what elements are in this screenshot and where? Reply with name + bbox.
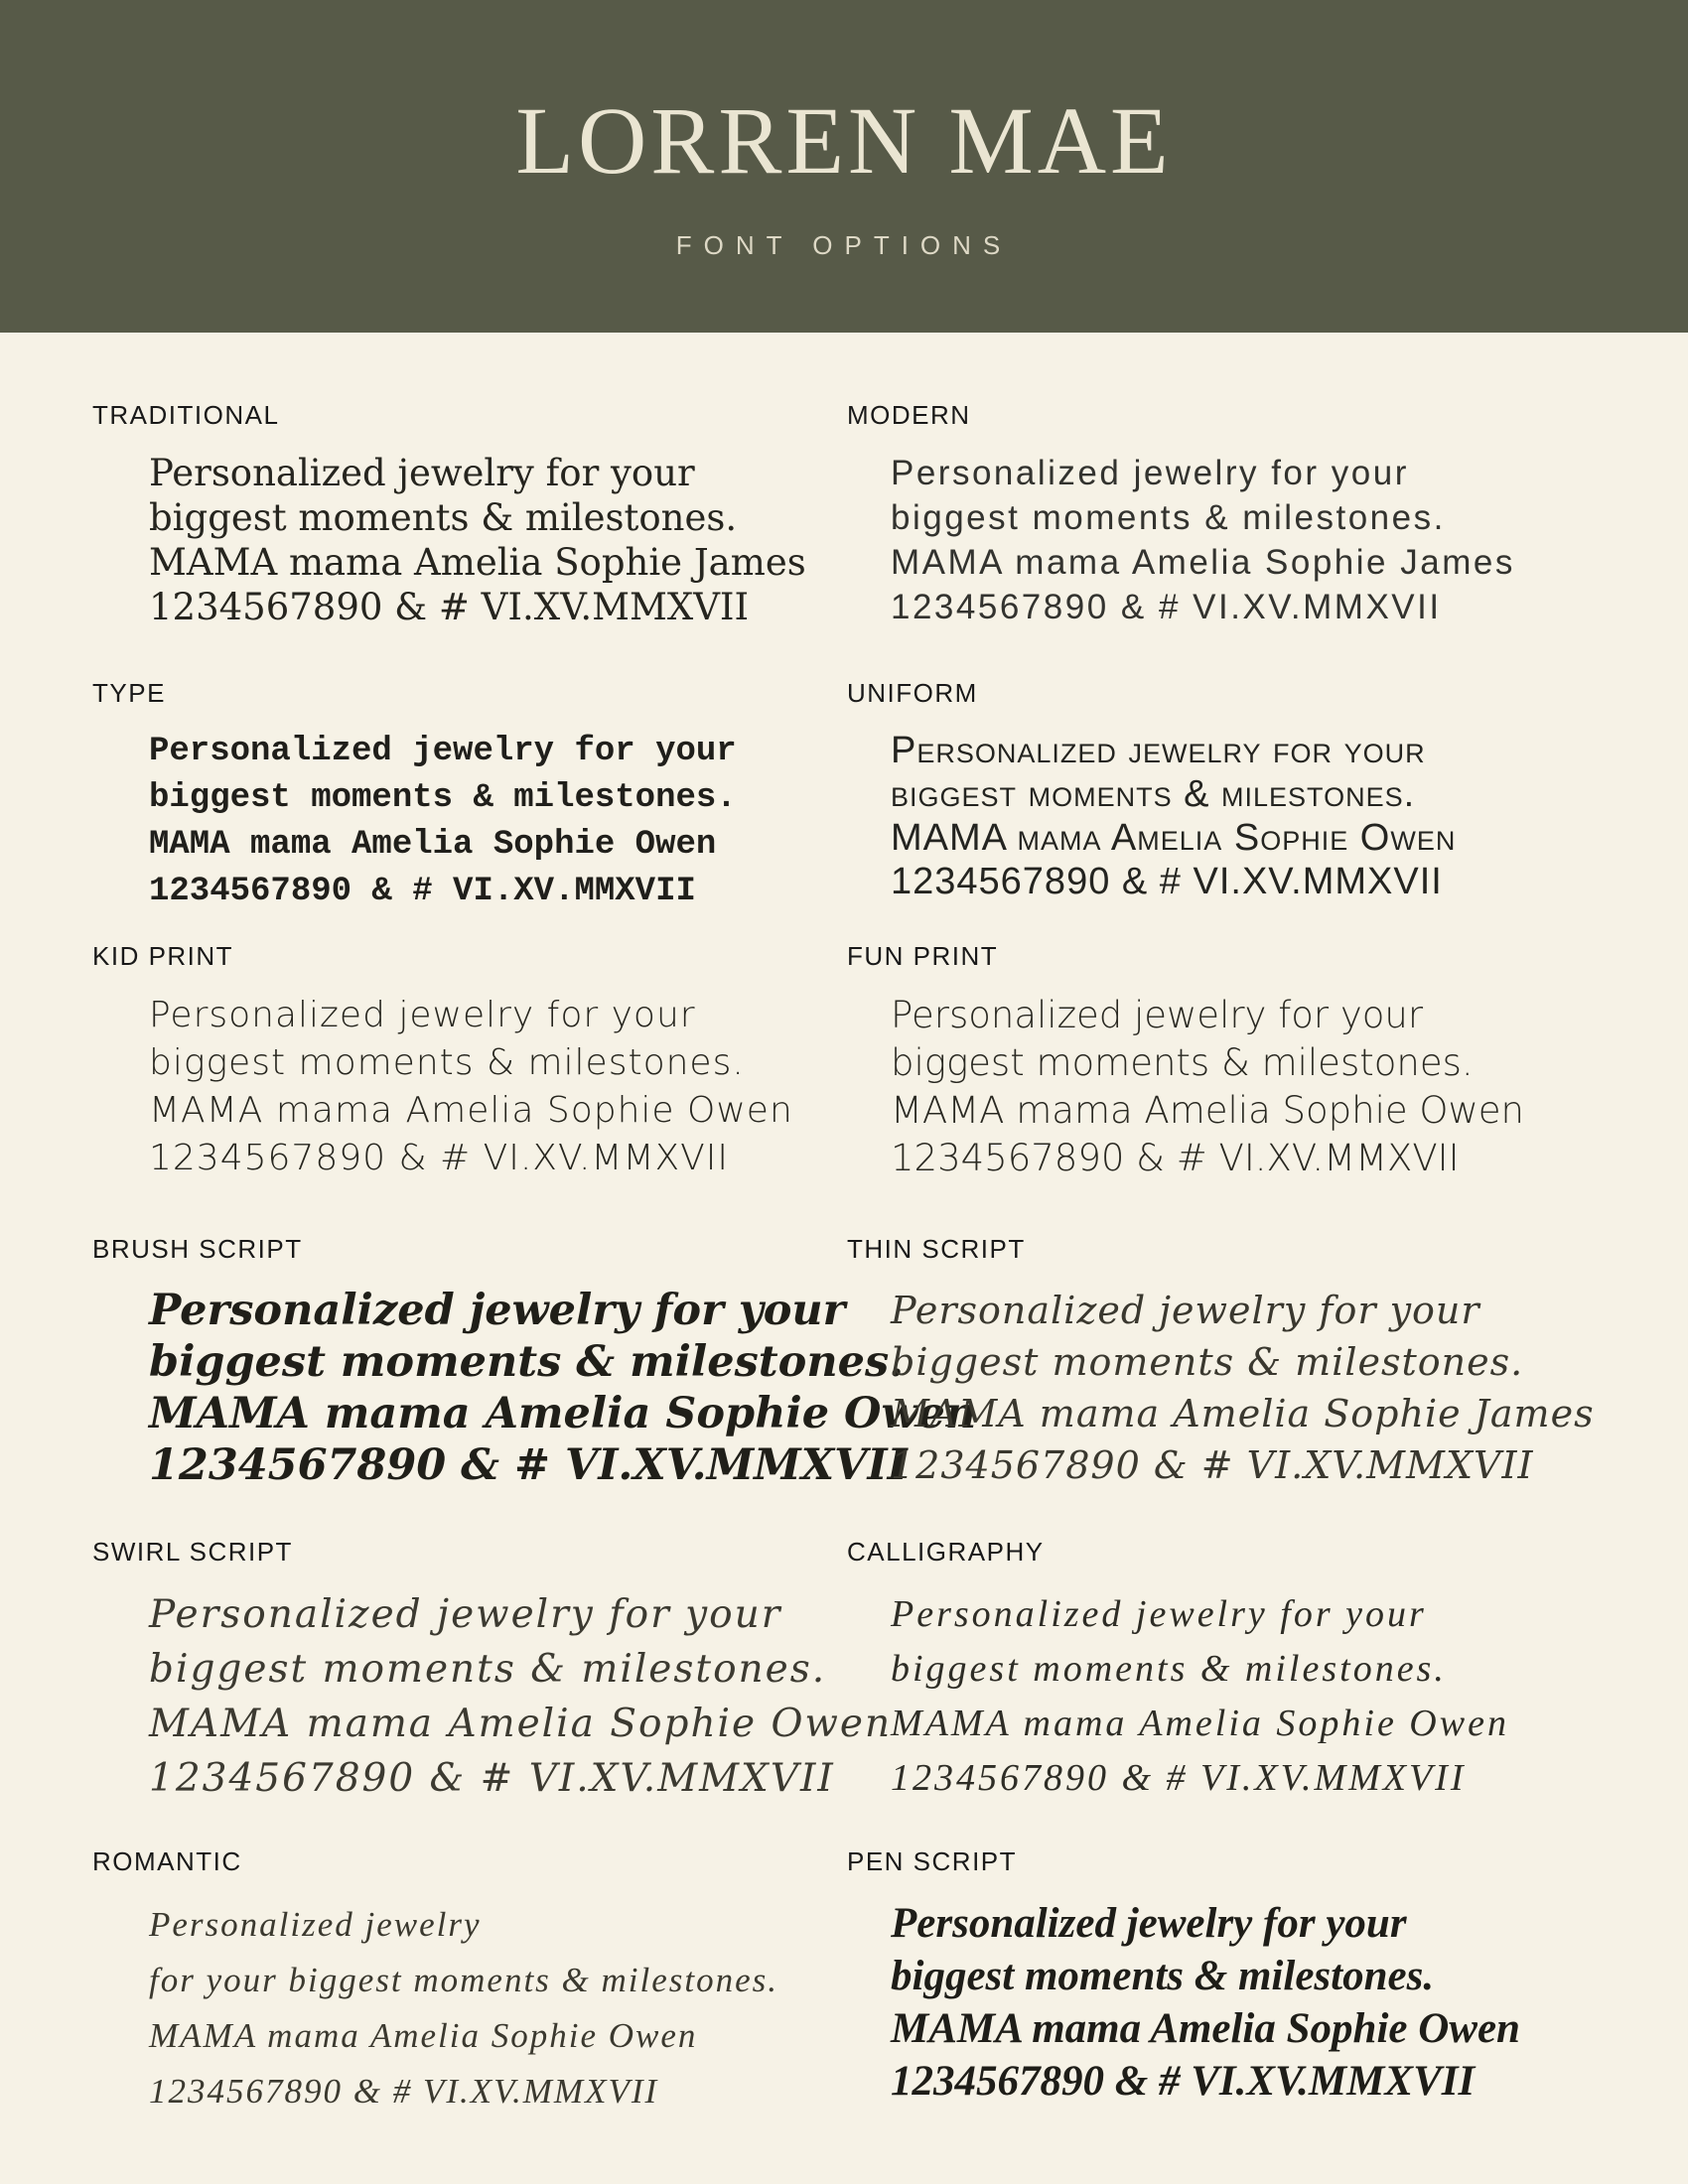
font-label: CALLIGRAPHY <box>847 1537 1045 1567</box>
sample-line: 1234567890 & # VI.XV.MMXVII <box>149 586 750 628</box>
brand-title: LORREN MAE <box>515 86 1173 194</box>
font-section-swirl-script <box>92 1537 893 1846</box>
font-label: THIN SCRIPT <box>847 1234 1026 1264</box>
sample-line: biggest moments & milestones. <box>891 1648 1447 1690</box>
sample-line: biggest moments & milestones. <box>149 1647 827 1692</box>
sample-line: MAMA mama Amelia Sophie Owen <box>891 2005 1520 2052</box>
sample-line: MAMA mama Amelia Sophie James <box>891 1392 1595 1435</box>
sample-line: Personalized jewelry for your <box>149 995 696 1035</box>
sample-line: 1234567890 & # VI.XV.MMXVII <box>891 861 1443 902</box>
sample-line: biggest moments & milestones. <box>149 1337 905 1387</box>
sample-line: 1234567890 & # VI.XV.MMXVII <box>149 1440 908 1490</box>
sample-line: MAMA mama Amelia Sophie James <box>891 543 1515 582</box>
font-section-fun-print <box>847 941 1648 1234</box>
sample-line: Personalized jewelry for your <box>891 994 1424 1036</box>
sample-line: 1234567890 & # VI.XV.MMXVII <box>149 873 696 910</box>
sample-line: MAMA mama Amelia Sophie Owen <box>149 826 717 864</box>
sample-line: biggest moments & milestones. <box>891 498 1446 537</box>
font-section-romantic <box>92 1846 847 2119</box>
font-label: SWIRL SCRIPT <box>92 1537 293 1567</box>
font-label: KID PRINT <box>92 941 234 971</box>
sample-line: Personalized jewelry for your <box>891 730 1426 771</box>
page-subtitle: FONT OPTIONS <box>675 229 1013 260</box>
sample-line: 1234567890 & # VI.XV.MMXVII <box>149 2072 659 2111</box>
sample-line: biggest moments & milestones. <box>891 1953 1435 1999</box>
font-label: TRADITIONAL <box>92 400 280 430</box>
font-sections-grid <box>0 333 1688 2119</box>
sample-line: MAMA mama Amelia Sophie Owen <box>891 1703 1509 1744</box>
font-label: UNIFORM <box>847 678 978 708</box>
sample-line: 1234567890 & # VI.XV.MMXVII <box>891 1137 1460 1179</box>
sample-line: for your biggest moments & milestones. <box>149 1961 779 1999</box>
font-sample <box>149 992 847 1182</box>
font-section-calligraphy <box>847 1537 1648 1846</box>
font-section-modern <box>847 400 1648 678</box>
font-section-uniform <box>847 678 1648 941</box>
font-label: TYPE <box>92 678 166 708</box>
sample-line: biggest moments & milestones. <box>149 779 737 817</box>
font-label: PEN SCRIPT <box>847 1846 1018 1876</box>
font-section-pen-script <box>847 1846 1648 2119</box>
font-sample <box>149 1587 893 1806</box>
font-sample <box>891 451 1648 629</box>
sample-line: Personalized jewelry for your <box>891 1289 1480 1332</box>
font-section-traditional <box>92 400 847 678</box>
font-label: FUN PRINT <box>847 941 999 971</box>
sample-line: Personalized jewelry for your <box>891 1900 1407 1947</box>
sample-line: 1234567890 & # VI.XV.MMXVII <box>149 1138 730 1178</box>
font-sample <box>891 729 1648 903</box>
font-sample <box>891 1587 1648 1806</box>
sample-line: Personalized jewelry for your <box>891 454 1409 492</box>
sample-line: 1234567890 & # VI.XV.MMXVII <box>891 2058 1476 2105</box>
font-sample <box>891 1285 1648 1491</box>
sample-line: MAMA mama Amelia Sophie James <box>149 541 806 584</box>
font-label: MODERN <box>847 400 971 430</box>
font-sample <box>149 451 847 629</box>
sample-line: MAMA mama Amelia Sophie Owen <box>149 1702 893 1746</box>
font-sample <box>149 1285 977 1491</box>
font-sample <box>891 992 1648 1182</box>
sample-line: 1234567890 & # VI.XV.MMXVII <box>149 1756 835 1801</box>
sample-line: 1234567890 & # VI.XV.MMXVII <box>891 1443 1534 1487</box>
sample-line: biggest moments & milestones. <box>891 773 1416 815</box>
sample-line: biggest moments & milestones. <box>149 1042 745 1083</box>
sample-line: MAMA mama Amelia Sophie Owen <box>149 2016 698 2055</box>
sample-line: MAMA mama Amelia Sophie Owen <box>891 817 1457 859</box>
font-label: BRUSH SCRIPT <box>92 1234 303 1264</box>
sample-line: biggest moments & milestones. <box>891 1041 1474 1084</box>
header-banner <box>0 0 1688 333</box>
sample-line: 1234567890 & # VI.XV.MMXVII <box>891 1757 1467 1799</box>
sample-line: Personalized jewelry for your <box>149 452 695 494</box>
sample-line: Personalized jewelry for your <box>149 1286 846 1335</box>
sample-line: MAMA mama Amelia Sophie Owen <box>149 1090 793 1131</box>
font-sample <box>149 729 847 915</box>
font-section-type <box>92 678 847 941</box>
font-label: ROMANTIC <box>92 1846 242 1876</box>
sample-line: Personalized jewelry for your <box>891 1593 1427 1635</box>
sample-line: Personalized jewelry for your <box>149 1592 782 1637</box>
sample-line: MAMA mama Amelia Sophie Owen <box>149 1389 977 1438</box>
font-sample <box>891 1897 1648 2108</box>
sample-line: biggest moments & milestones. <box>149 496 738 539</box>
sample-line: Personalized jewelry for your <box>149 733 737 770</box>
sample-line: 1234567890 & # VI.XV.MMXVII <box>891 588 1442 626</box>
sample-line: MAMA mama Amelia Sophie Owen <box>891 1089 1524 1132</box>
sample-line: biggest moments & milestones. <box>891 1340 1524 1384</box>
font-sample <box>149 1897 847 2119</box>
sample-line: Personalized jewelry <box>149 1905 482 1944</box>
font-section-kid-print <box>92 941 847 1234</box>
font-section-thin-script <box>847 1234 1648 1537</box>
